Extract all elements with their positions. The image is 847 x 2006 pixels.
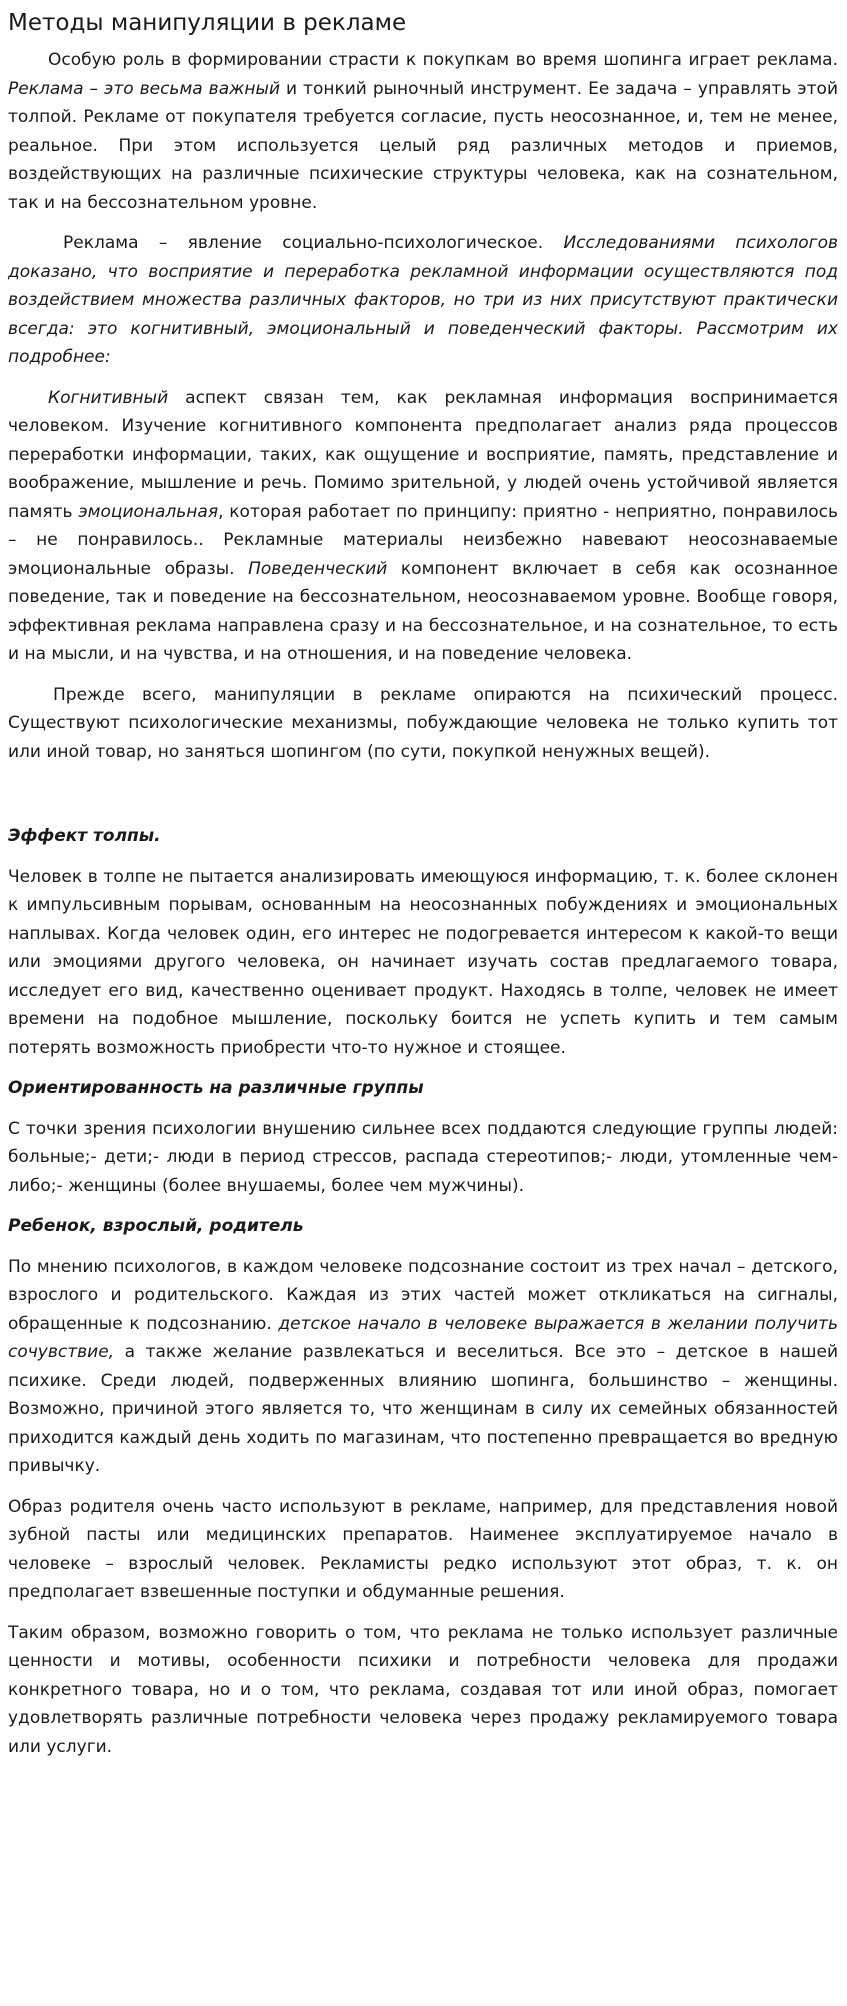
paragraph-advertising-role: Особую роль в формировании страсти к покупкам во время шопинга играет реклама. Реклама – это весьма важный и тонкий рыночный инструмент. Ее задача – управлять этой толпой. Рекламе от покупателя требуется согласие, пусть неосознанное, и, тем не менее, реальное. При этом используется целый ряд различных методов и приемов, воздействующих на различные психические структуры человека, как на сознательном, так и на бессознательном уровне. <box>8 50 838 213</box>
paragraph-mental-process: Прежде всего, манипуляции в рекламе опираются на психический процесс. Существуют психологические механизмы, побуждающие человека не только купить тот или иной товар, но заняться шопингом (по сути, покупкой ненужных вещей). <box>8 684 838 762</box>
paragraph-three-principles: По мнению психологов, в каждом человеке подсознание состоит из трех начал – детского, взрослого и родительского. Каждая из этих частей может откликаться на сигналы, обращенные к подсознанию. детское начало в человеке выражается в желании получить сочувствие, а также желание развлекаться и веселиться. Все это – детское в нашей психике. Среди людей, подверженных влиянию шопинга, большинство – женщины. Возможно, причиной этого является то, что женщинам в силу их семейных обязанностей приходится каждый день ходить по магазинам, что постепенно превращается во вредную привычку. <box>8 1256 839 1476</box>
paragraph-cognitive: Когнитивный аспект связан тем, как рекламная информация воспринимается человеком. Изучение когнитивного компонента предполагает анализ ряда процессов переработки информации, таких, как ощущение и восприятие, память, представление и воображение, мышление и речь. Помимо зрительной, у людей очень устойчивой является память эмоциональная, которая работает по принципу: приятно - неприятно, понравилось – не понравилось.. Рекламные материалы неизбежно навевают неосознаваемые эмоциональные образы. Поведенческий компонент включает в себя как осознанное поведение, так и поведение на бессознательном, неосознаваемом уровне. Вообще говоря, эффективная реклама направлена сразу и на бессознательное, и на сознательное, то есть и на мысли, и на чувства, и на отношения, и на поведение человека. <box>8 387 838 664</box>
section-heading-child-adult-parent: Ребенок, взрослый, родитель <box>8 1216 304 1236</box>
section-heading-target-groups: Ориентированность на различные группы <box>8 1078 424 1098</box>
paragraph-parent-image: Образ родителя очень часто используют в рекламе, например, для представления новой зубной пасты или медицинских препаратов. Наименее эксплуатируемое начало в человеке – взрослый человек. Рекламисты редко используют этот образ, т. к. он предполагает взвешенные поступки и обдуманные решения. <box>8 1496 838 1602</box>
section-heading-crowd-effect: Эффект толпы. <box>8 826 161 846</box>
paragraph-target-groups: С точки зрения психологии внушению сильнее всех поддаются следующие группы людей: больные;- дети;- люди в период стрессов, распада стереотипов;- люди, утомленные чем-либо;- женщины (более внушаемы, более чем мужчины). <box>8 1118 838 1196</box>
document-title: Методы манипуляции в рекламе <box>8 10 407 36</box>
paragraph-sociopsychological: Реклама – явление социально-психологическое. Исследованиями психологов доказано, что восприятие и переработка рекламной информации осуществляются под воздействием множества различных факторов, но три из них присутствуют практически всегда: это когнитивный, эмоциональный и поведенческий факторы. Рассмотрим их подробнее: <box>8 233 838 367</box>
paragraph-crowd-effect: Человек в толпе не пытается анализировать имеющуюся информацию, т. к. более склонен к импульсивным порывам, основанным на неосознанных побуждениях и эмоциональных наплывах. Когда человек один, его интерес не подогревается интересом к какой-то вещи или эмоциями другого человека, он начинает изучать состав предлагаемого товара, исследует его вид, качественно оценивает продукт. Находясь в толпе, человек не имеет времени на подобное мышление, поскольку боится не успеть купить и тем самым потерять возможность приобрести что-то нужное и стоящее. <box>8 866 838 1058</box>
paragraph-conclusion: Таким образом, возможно говорить о том, что реклама не только использует различные ценности и мотивы, особенности психики и потребности человека для продажи конкретного товара, но и о том, что реклама, создавая тот или иной образ, помогает удовлетворять различные потребности человека через продажу рекламируемого товара или услуги. <box>8 1622 838 1757</box>
